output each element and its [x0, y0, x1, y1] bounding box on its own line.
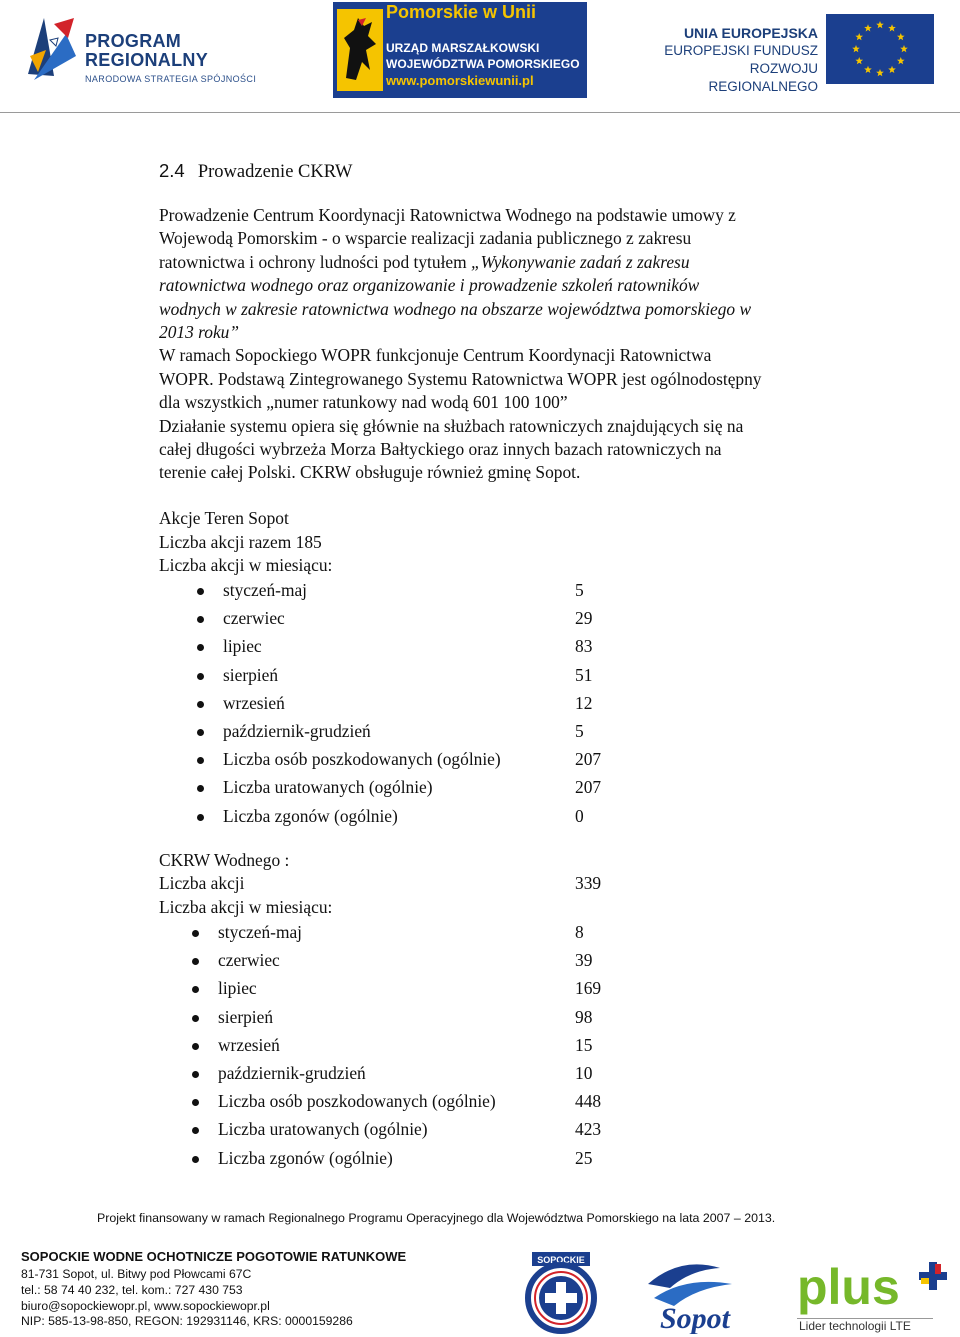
list-item-value: 15: [575, 1034, 593, 1055]
header-divider: [0, 112, 960, 113]
eu-flag-icon: [826, 14, 934, 84]
list-item-label: lipiec: [223, 636, 262, 657]
list-item: [223, 576, 584, 604]
pomorskie-office: [386, 40, 580, 72]
wopr-badge-icon: [518, 1250, 604, 1334]
bullet-icon: [192, 1156, 199, 1163]
list-item: [218, 1087, 602, 1115]
program-regionalny-line3: NARODOWA STRATEGIA SPÓJNOŚCI: [85, 74, 257, 84]
sopot-stats-list: [223, 576, 602, 830]
sopot-title: Akcje Teren Sopot: [159, 508, 289, 528]
ckrw-total-label: Liczba akcji: [159, 873, 245, 893]
list-item: [218, 1144, 593, 1172]
list-item-value: 448: [575, 1091, 602, 1112]
bullet-icon: [192, 958, 199, 965]
bullet-icon: [197, 785, 204, 792]
paragraph-line: W ramach Sopockiego WOPR funkcjonuje Centrum Koordynacji Ratownictwa: [159, 345, 712, 366]
bullet-icon: [197, 616, 204, 623]
list-item: [218, 1059, 593, 1087]
paragraph-line: Prowadzenie Centrum Koordynacji Ratownictwa Wodnego na podstawie umowy z: [159, 205, 736, 225]
list-item-value: 39: [575, 950, 593, 971]
list-item-value: 29: [575, 608, 593, 629]
ckrw-title: CKRW Wodnego :: [159, 850, 290, 870]
paragraph-line-italic: „Wykonywanie zadań z zakresu: [471, 251, 690, 272]
list-item-value: 8: [575, 922, 584, 942]
pomorskie-office-line1: URZĄD MARSZAŁKOWSKI: [386, 41, 540, 55]
paragraph-line: wodnych w zakresie ratownictwa wodnego na obszarze województwa pomorskiego w: [159, 298, 752, 319]
paragraph-line: 2013 roku”: [159, 322, 240, 342]
list-item: [218, 918, 584, 946]
paragraph-line: Wojewodą Pomorskim - o wsparcie realizacji zadania publicznego z zakresu: [159, 228, 692, 249]
bullet-icon: [192, 930, 199, 937]
sopot-total: Liczba akcji razem 185: [159, 532, 322, 552]
page-header: [0, 0, 960, 112]
bullet-icon: [192, 1127, 199, 1134]
list-item-value: 10: [575, 1062, 593, 1083]
list-item-value: 51: [575, 664, 593, 685]
list-item: [218, 1115, 602, 1143]
plus-logo-text: plus: [797, 1259, 900, 1315]
list-item-value: 83: [575, 636, 593, 657]
footer-email: biuro@sopockiewopr.pl, www.sopockiewopr.pl: [21, 1299, 270, 1313]
paragraph-line: całej długości wybrzeża Morza Bałtyckiego oraz innych bazach ratowniczych na: [159, 439, 722, 459]
list-item: [223, 802, 584, 830]
list-item-label: styczeń-maj: [218, 922, 303, 942]
list-item: [223, 717, 584, 745]
paragraph-line: Działanie systemu opiera się głównie na służbach ratowniczych znajdujących się na: [159, 415, 744, 436]
list-item-value: 5: [575, 580, 584, 600]
program-regionalny-line2: REGIONALNY: [85, 50, 209, 70]
list-item-label: sierpień: [223, 664, 279, 685]
sopot-logo-icon: [640, 1254, 768, 1334]
griffin-emblem-icon: [336, 8, 384, 92]
list-item: [223, 604, 593, 632]
eu-line3: ROZWOJU REGIONALNEGO: [708, 61, 818, 94]
list-item: [218, 974, 602, 1002]
program-regionalny-logo: [85, 32, 256, 84]
list-item: [218, 1031, 593, 1059]
bullet-icon: [197, 701, 204, 708]
list-item-label: czerwiec: [223, 608, 285, 629]
bullet-icon: [192, 1099, 199, 1106]
list-item: [223, 661, 593, 689]
list-item-label: Liczba zgonów (ogólnie): [218, 1147, 393, 1168]
section-title: Prowadzenie CKRW: [197, 162, 353, 182]
list-item-value: 25: [575, 1147, 593, 1168]
ckrw-monthly-label: Liczba akcji w miesiącu:: [159, 897, 333, 917]
bullet-icon: [197, 588, 204, 595]
footer-ids: NIP: 585-13-98-850, REGON: 192931146, KRS: 0000159286: [21, 1314, 353, 1328]
paragraph-line: ratownictwa wodnego oraz organizowanie i prowadzenie szkoleń ratowników: [159, 275, 700, 296]
bullet-icon: [192, 986, 199, 993]
list-item-value: 5: [575, 720, 584, 741]
list-item-label: Liczba zgonów (ogólnie): [223, 805, 398, 826]
sopot-logo-text: Sopot: [660, 1302, 731, 1334]
bullet-icon: [197, 814, 204, 821]
bullet-icon: [197, 729, 204, 736]
list-item-label: lipiec: [218, 978, 257, 999]
footer-phone: tel.: 58 74 40 232, tel. kom.: 727 430 753: [21, 1283, 243, 1297]
bullet-icon: [197, 757, 204, 764]
footer-project-note: Projekt finansowany w ramach Regionalnego Programu Operacyjnego dla Województwa Pomorskiego na lata 2007 – 2013.: [97, 1211, 776, 1225]
list-item: [223, 689, 593, 717]
footer-address: 81-731 Sopot, ul. Bitwy pod Płowcami 67C: [21, 1267, 252, 1281]
eu-line2: EUROPEJSKI FUNDUSZ: [664, 43, 818, 58]
bullet-icon: [192, 1043, 199, 1050]
list-item: [223, 773, 602, 801]
program-regionalny-line1: PROGRAM: [85, 31, 182, 51]
list-item-label: Liczba uratowanych (ogólnie): [223, 777, 433, 798]
paragraph-line: [159, 251, 690, 274]
paragraph-line: terenie całej Polski. CKRW obsługuje również gminę Sopot.: [159, 462, 581, 483]
list-item-value: 12: [575, 692, 593, 713]
paragraph-line-text: ratownictwa i ochrony ludności pod tytułem: [159, 251, 472, 272]
ckrw-stats-list: [218, 918, 602, 1172]
wopr-badge-top: SOPOCKIE: [537, 1255, 585, 1265]
list-item-label: październik-grudzień: [223, 720, 371, 741]
pomorskie-title: Pomorskie w Unii: [386, 2, 537, 22]
paragraph-line: dla wszystkich „numer ratunkowy nad wodą 601 100 100”: [159, 392, 568, 413]
ckrw-total-value: 339: [575, 873, 602, 893]
eu-line1: UNIA EUROPEJSKA: [683, 25, 818, 41]
list-item-value: 169: [575, 978, 602, 999]
list-item: [223, 632, 593, 660]
list-item-value: 207: [575, 749, 602, 770]
list-item-label: sierpień: [218, 1006, 274, 1027]
plus-tagline: Lider technologii LTE: [799, 1319, 911, 1333]
bullet-icon: [197, 673, 204, 680]
section-heading: [159, 160, 353, 183]
list-item-label: październik-grudzień: [218, 1062, 366, 1083]
bullet-icon: [192, 1071, 199, 1078]
list-item-value: 0: [575, 805, 584, 826]
pomorskie-office-line2: WOJEWÓDZTWA POMORSKIEGO: [386, 57, 580, 71]
list-item-label: wrzesień: [218, 1034, 280, 1055]
list-item: [218, 946, 593, 974]
bullet-icon: [197, 644, 204, 651]
paragraph-line: WOPR. Podstawą Zintegrowanego Systemu Ratownictwa WOPR jest ogólnodostępny: [159, 368, 762, 389]
section-number: 2.4: [159, 160, 185, 181]
list-item-value: 98: [575, 1006, 593, 1027]
list-item-label: czerwiec: [218, 950, 280, 971]
list-item-value: 423: [575, 1119, 602, 1140]
pomorskie-url: www.pomorskiewunii.pl: [386, 73, 534, 88]
list-item-label: styczeń-maj: [223, 580, 308, 600]
list-item-value: 207: [575, 777, 602, 798]
list-item: [218, 1003, 593, 1031]
footer-org-name: SOPOCKIE WODNE OCHOTNICZE POGOTOWIE RATUNKOWE: [21, 1249, 407, 1264]
sopot-monthly-label: Liczba akcji w miesiącu:: [159, 555, 333, 575]
list-item: [223, 745, 602, 773]
bullet-icon: [192, 1015, 199, 1022]
plus-lte-logo-icon: [795, 1254, 955, 1334]
list-item-label: wrzesień: [223, 692, 285, 713]
list-item-label: Liczba uratowanych (ogólnie): [218, 1119, 428, 1140]
list-item-label: Liczba osób poszkodowanych (ogólnie): [218, 1091, 496, 1112]
list-item-label: Liczba osób poszkodowanych (ogólnie): [223, 749, 501, 770]
program-regionalny-emblem-icon: [24, 16, 82, 84]
eu-fund-logo: [652, 24, 818, 96]
